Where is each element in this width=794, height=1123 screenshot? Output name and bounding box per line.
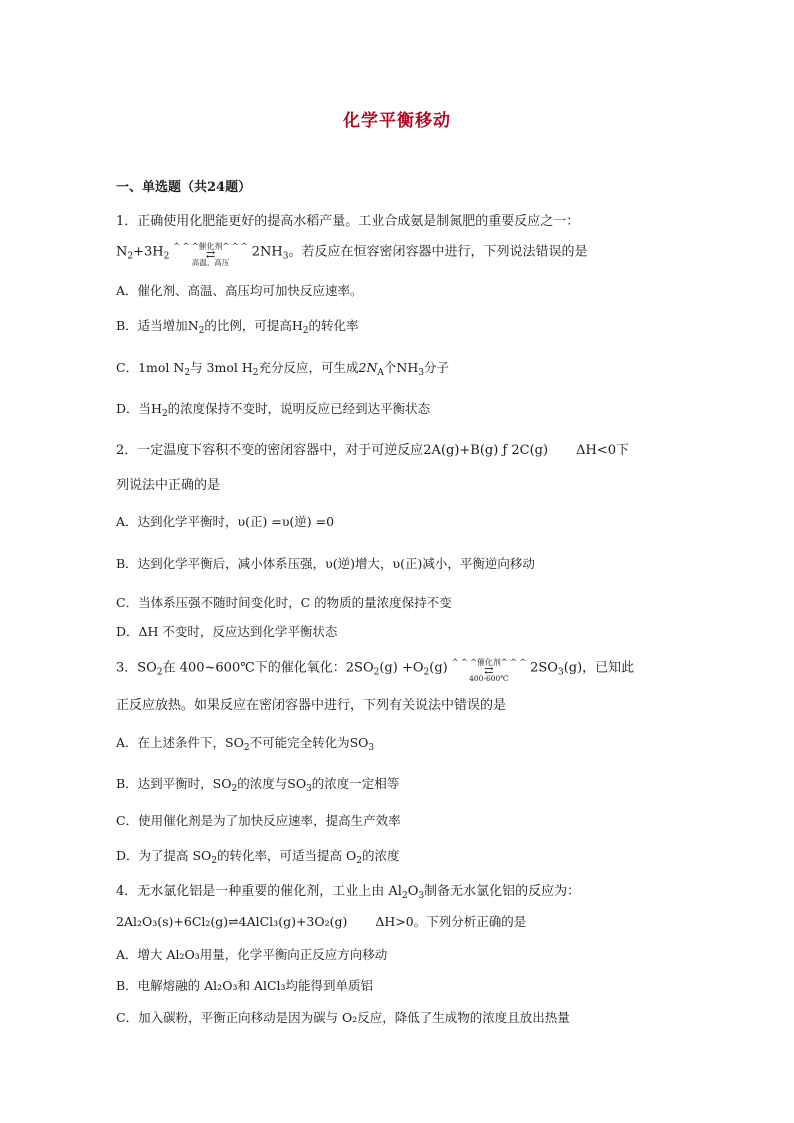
q1-equation: $N_2+3H_2$ ^ ^ ^催化剂^ ^ ^ ⇄ 高温、高压 $2NH_3$。若反应在恒容密闭容器中进行，下列说法错误的是 <box>116 242 588 267</box>
reversible-arrow: ^ ^ ^催化剂^ ^ ^ ⇄ 400-600℃ <box>451 658 527 683</box>
reversible-arrow: ^ ^ ^催化剂^ ^ ^ ⇄ 高温、高压 <box>173 242 248 267</box>
section-heading: 一、单选题（共24题） <box>116 180 252 195</box>
q3-option-d: D．为了提高 $SO_2$的转化率，可适当提高 $O_2$的浓度 <box>116 848 400 866</box>
q4-option-b: B．电解熔融的 Al₂O₃和 AlCl₃均能得到单质铝 <box>116 978 374 993</box>
q2-option-d: D．ΔH 不变时，反应达到化学平衡状态 <box>116 624 338 639</box>
page-title: 化学平衡移动 <box>343 111 451 131</box>
q2-stem-cont: 列说法中正确的是 <box>116 478 221 493</box>
q1-option-a: A．催化剂、高温、高压均可加快反应速率。 <box>116 283 363 298</box>
q1-option-b: B．适当增加$N_2$的比例，可提高$H_2$的转化率 <box>116 318 359 336</box>
q3-stem: 3．$SO_2$在 400~600℃下的催化氧化：$2SO_2(g) +O_2(g)$ ^ ^ ^催化剂^ ^ ^ ⇄ 400-600℃ $2SO_3(g)$，已知此 <box>116 658 635 683</box>
q2-stem: 2．一定温度下容积不变的密闭容器中，对于可逆反应2A(g)+B(g) ƒ 2C(g) ΔH<0下 <box>116 443 629 458</box>
q4-option-a: A．增大 Al₂O₃用量，化学平衡向正反应方向移动 <box>116 947 388 962</box>
q1-option-c: C．1mol $N_2$与 3mol $H_2$充分反应，可生成$2N_A$个$NH_3$分子 <box>116 360 450 378</box>
q3-option-b: B．达到平衡时，$SO_2$的浓度与$SO_3$的浓度一定相等 <box>116 776 400 794</box>
q1-option-d: D．当$H_2$的浓度保持不变时，说明反应已经到达平衡状态 <box>116 401 431 419</box>
q4-equation: 2Al₂O₃(s)+6Cl₂(g)⇌4AlCl₃(g)+3O₂(g) ΔH>0。下列分析正确的是 <box>116 914 527 929</box>
q4-option-c: C．加入碳粉，平衡正向移动是因为碳与 O₂反应，降低了生成物的浓度且放出热量 <box>116 1010 570 1025</box>
q2-option-c: C．当体系压强不随时间变化时，C 的物质的量浓度保持不变 <box>116 595 452 610</box>
q3-option-c: C．使用催化剂是为了加快反应速率，提高生产效率 <box>116 813 401 828</box>
q3-option-a: A．在上述条件下，$SO_2$不可能完全转化为$SO_3$ <box>116 735 375 753</box>
q3-stem-cont: 正反应放热。如果反应在密闭容器中进行，下列有关说法中错误的是 <box>116 698 507 713</box>
q4-stem: 4．无水氯化铝是一种重要的催化剂，工业上由 $Al_2O_3$制备无水氯化铝的反应为： <box>116 884 581 901</box>
q1-stem: 1．正确使用化肥能更好的提高水稻产量。工业合成氨是制氮肥的重要反应之一： <box>116 214 580 229</box>
q2-option-a: A．达到化学平衡时，υ(正) =υ(逆) =0 <box>116 514 335 529</box>
q2-option-b: B．达到化学平衡后，减小体系压强，υ(逆)增大，υ(正)减小，平衡逆向移动 <box>116 556 535 571</box>
